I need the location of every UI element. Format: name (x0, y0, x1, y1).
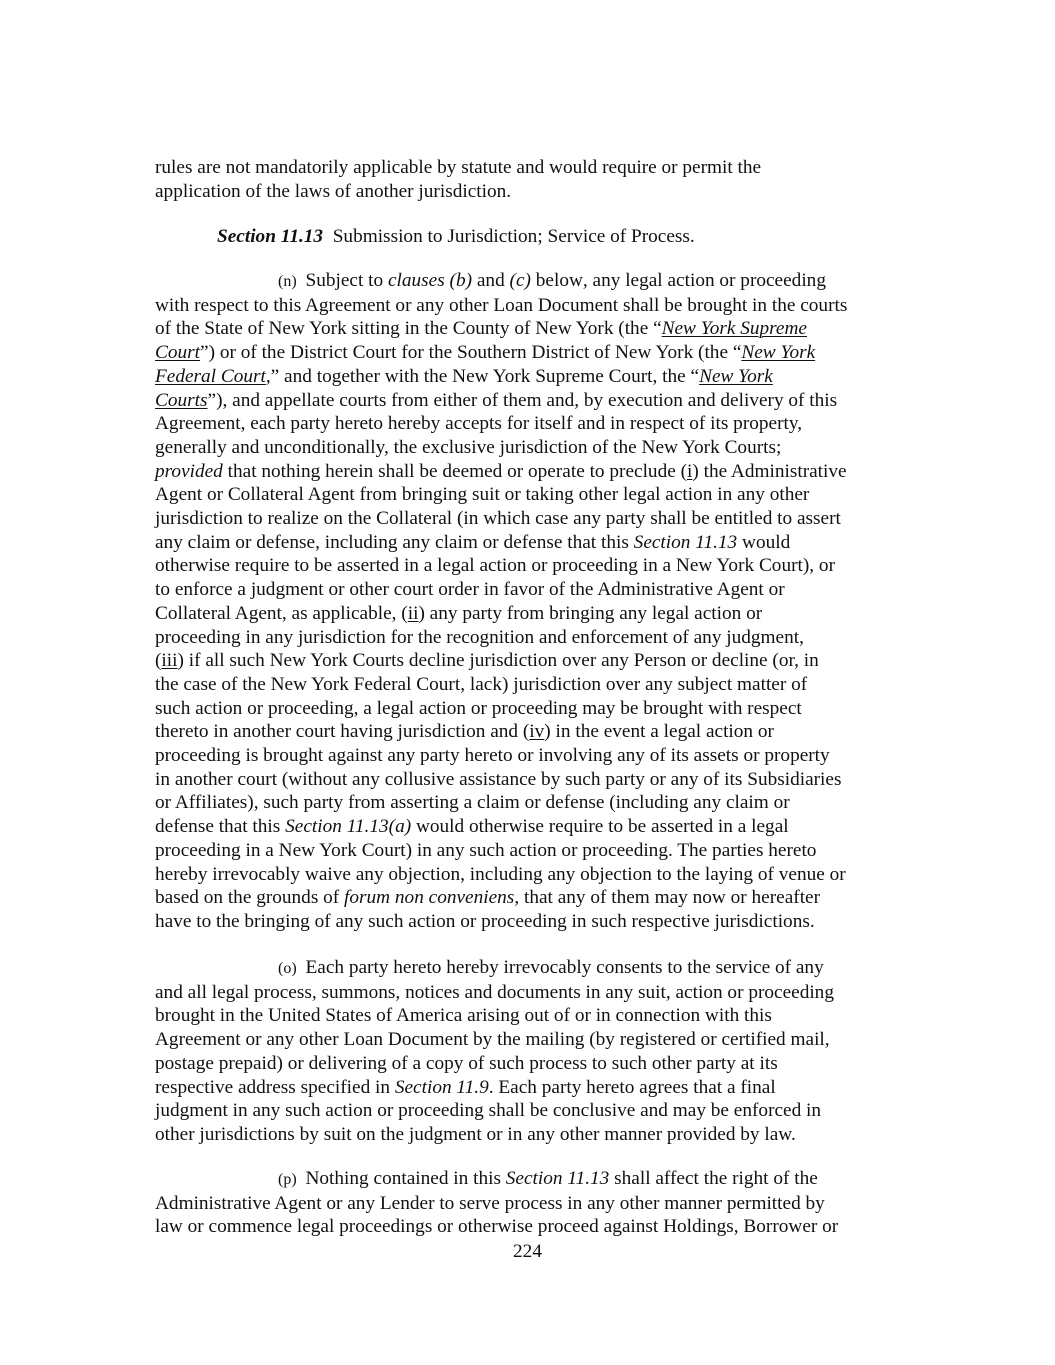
clause-a-line: jurisdiction to realize on the Collateral (in which case any party shall be entitled to assert (155, 508, 841, 530)
intro-line: application of the laws of another jurisdiction. (155, 180, 512, 202)
clause-a-line: hereby irrevocably waive any objection, including any objection to the laying of venue or (155, 863, 846, 885)
text-run: ”) or of the District Court for the Southern District of New York (the “ (200, 342, 742, 364)
text-run: ,” and together with the New York Supreme Court, the “ (265, 365, 700, 387)
defined-term: New York Supreme (661, 318, 807, 340)
clause-b-line: other jurisdictions by suit on the judgment or in any other manner provided by law. (155, 1123, 796, 1145)
clause-c-line: Administrative Agent or any Lender to serve process in any other manner permitted by (155, 1192, 825, 1214)
section-reference: Section 11.13 (505, 1168, 610, 1189)
clause-a-line: have to the bringing of any such action or proceeding in such respective jurisdictions. (155, 910, 815, 932)
clause-a-line (155, 602, 915, 626)
clause-a-line: otherwise require to be asserted in a legal action or proceeding in a New York Court), or (155, 555, 835, 577)
text-run: would otherwise require to be asserted in a legal (411, 816, 789, 838)
section-heading-title: Submission to Jurisdiction; Service of Process. (332, 226, 695, 247)
clause-a-line (155, 720, 915, 744)
clause-a-line: Agreement, each party hereto hereby accepts for itself and in respect of its property, (155, 413, 803, 435)
clause-a-line (155, 341, 915, 365)
clause-b-line: Agreement or any other Loan Document by the mailing (by registered or certified mail, (155, 1029, 830, 1051)
text-run: and (472, 270, 510, 291)
text-run: , that any of them may now or hereafter (514, 887, 821, 909)
text-run: of the State of New York sitting in the County of New York (the “ (155, 318, 662, 340)
clause-a-line: proceeding in a New York Court) in any such action or proceeding. The parties hereto (155, 839, 817, 861)
text-run: any claim or defense, including any claim or defense that this (155, 531, 634, 553)
clause-a-line: proceeding is brought against any party hereto or involving any of its assets or property (155, 745, 830, 767)
text-run: , (582, 270, 588, 291)
text-run: Subject to (305, 270, 388, 291)
clause-reference: (c) (509, 270, 531, 291)
page-number: 224 (513, 1241, 542, 1262)
clause-b-line: postage prepaid) or delivering of a copy of such process to such other party at its (155, 1052, 778, 1074)
text-run: shall affect the right of the (609, 1168, 818, 1189)
intro-paragraph (155, 156, 915, 203)
clause-a-line (155, 365, 915, 389)
clause-c-label: (p) (278, 1171, 297, 1188)
clause-b-line (155, 1076, 915, 1100)
clause-c-line: law or commence legal proceedings or otherwise proceed against Holdings, Borrower or (155, 1216, 839, 1238)
text-run: ) if all such New York Courts decline jurisdiction over any Person or decline (or, in (177, 650, 819, 672)
latin-term: forum non conveniens (344, 887, 515, 909)
text-run: respective address specified in (155, 1076, 395, 1098)
section-heading-ref: Section 11.13 (217, 226, 324, 247)
clause-a-line: proceeding in any jurisdiction for the recognition and enforcement of any judgment, (155, 626, 804, 648)
clause-b-line: brought in the United States of America arising out of or in connection with this (155, 1005, 772, 1027)
text-run: that nothing herein shall be deemed or operate to preclude ( (222, 460, 688, 482)
clause-a-line (155, 815, 915, 839)
clause-a-line: the case of the New York Federal Court, lack) jurisdiction over any subject matter of (155, 673, 808, 695)
text-run: below (530, 270, 583, 291)
text-run: would (737, 531, 791, 553)
clause-b-line: judgment in any such action or proceeding shall be conclusive and may be enforced in (155, 1100, 822, 1122)
text-run: ) any party from bringing any legal action or (418, 602, 763, 624)
clause-a-line: Agent or Collateral Agent from bringing suit or taking other legal action in any other (155, 484, 810, 506)
text-run: Each party hereto hereby irrevocably consents to the service of any (305, 957, 824, 978)
clause-a-line: to enforce a judgment or other court order in favor of the Administrative Agent or (155, 579, 785, 601)
enumerator: ii (407, 602, 419, 624)
clause-c-paragraph (155, 1167, 915, 1239)
text-run: . Each party hereto agrees that a final (488, 1076, 776, 1098)
text-run: ( (155, 650, 162, 672)
clause-a-line (155, 531, 915, 555)
proviso-term: provided (155, 460, 223, 482)
enumerator: i (687, 460, 693, 482)
clause-a-line (155, 886, 915, 910)
text-run: thereto in another court having jurisdiction and ( (155, 721, 530, 743)
text-run: based on the grounds of (155, 887, 345, 909)
defined-term: Federal Court (155, 365, 266, 387)
text-run: ”), and appellate courts from either of them and, by execution and delivery of this (207, 389, 838, 411)
text-run: defense that this (155, 816, 286, 838)
text-run: any legal action or proceeding (587, 270, 826, 291)
clause-a-line (155, 460, 915, 484)
text-run: Nothing contained in this (305, 1168, 506, 1189)
enumerator: iii (161, 650, 178, 672)
clause-a-paragraph (155, 269, 915, 934)
clause-a-line: in another court (without any collusive assistance by such party or any of its Subsidiaries (155, 768, 842, 790)
clause-a-line: such action or proceeding, a legal action or proceeding may be brought with respect (155, 697, 802, 719)
clause-a-line (155, 317, 915, 341)
clause-b-label: (o) (278, 960, 297, 977)
clause-a-line: generally and unconditionally, the exclusive jurisdiction of the New York Courts; (155, 436, 782, 458)
text-run: Collateral Agent, as applicable, ( (155, 602, 408, 624)
defined-term: Courts (155, 389, 208, 411)
intro-line: rules are not mandatorily applicable by statute and would require or permit the (155, 157, 762, 178)
clause-a-label: (n) (278, 273, 297, 290)
clause-reference: clauses (b) (387, 270, 473, 291)
section-reference: Section 11.13(a) (285, 816, 412, 838)
clause-a-line: or Affiliates), such party from asserting a claim or defense (including any claim or (155, 792, 790, 814)
section-heading (155, 225, 915, 249)
section-reference: Section 11.13 (633, 531, 738, 553)
defined-term: Court (155, 342, 201, 364)
enumerator: iv (529, 721, 545, 743)
clause-a-line (155, 649, 915, 673)
defined-term: New York (699, 365, 773, 387)
clause-a-line: with respect to this Agreement or any other Loan Document shall be brought in the courts (155, 294, 848, 316)
text-run: ) in the event a legal action or (544, 721, 774, 743)
section-reference: Section 11.9 (394, 1076, 489, 1098)
text-run: ) the Administrative (692, 460, 847, 482)
clause-b-line: and all legal process, summons, notices and documents in any suit, action or proceeding (155, 981, 834, 1003)
clause-b-paragraph (155, 956, 915, 1147)
clause-a-line (155, 389, 915, 413)
defined-term: New York (741, 342, 816, 364)
